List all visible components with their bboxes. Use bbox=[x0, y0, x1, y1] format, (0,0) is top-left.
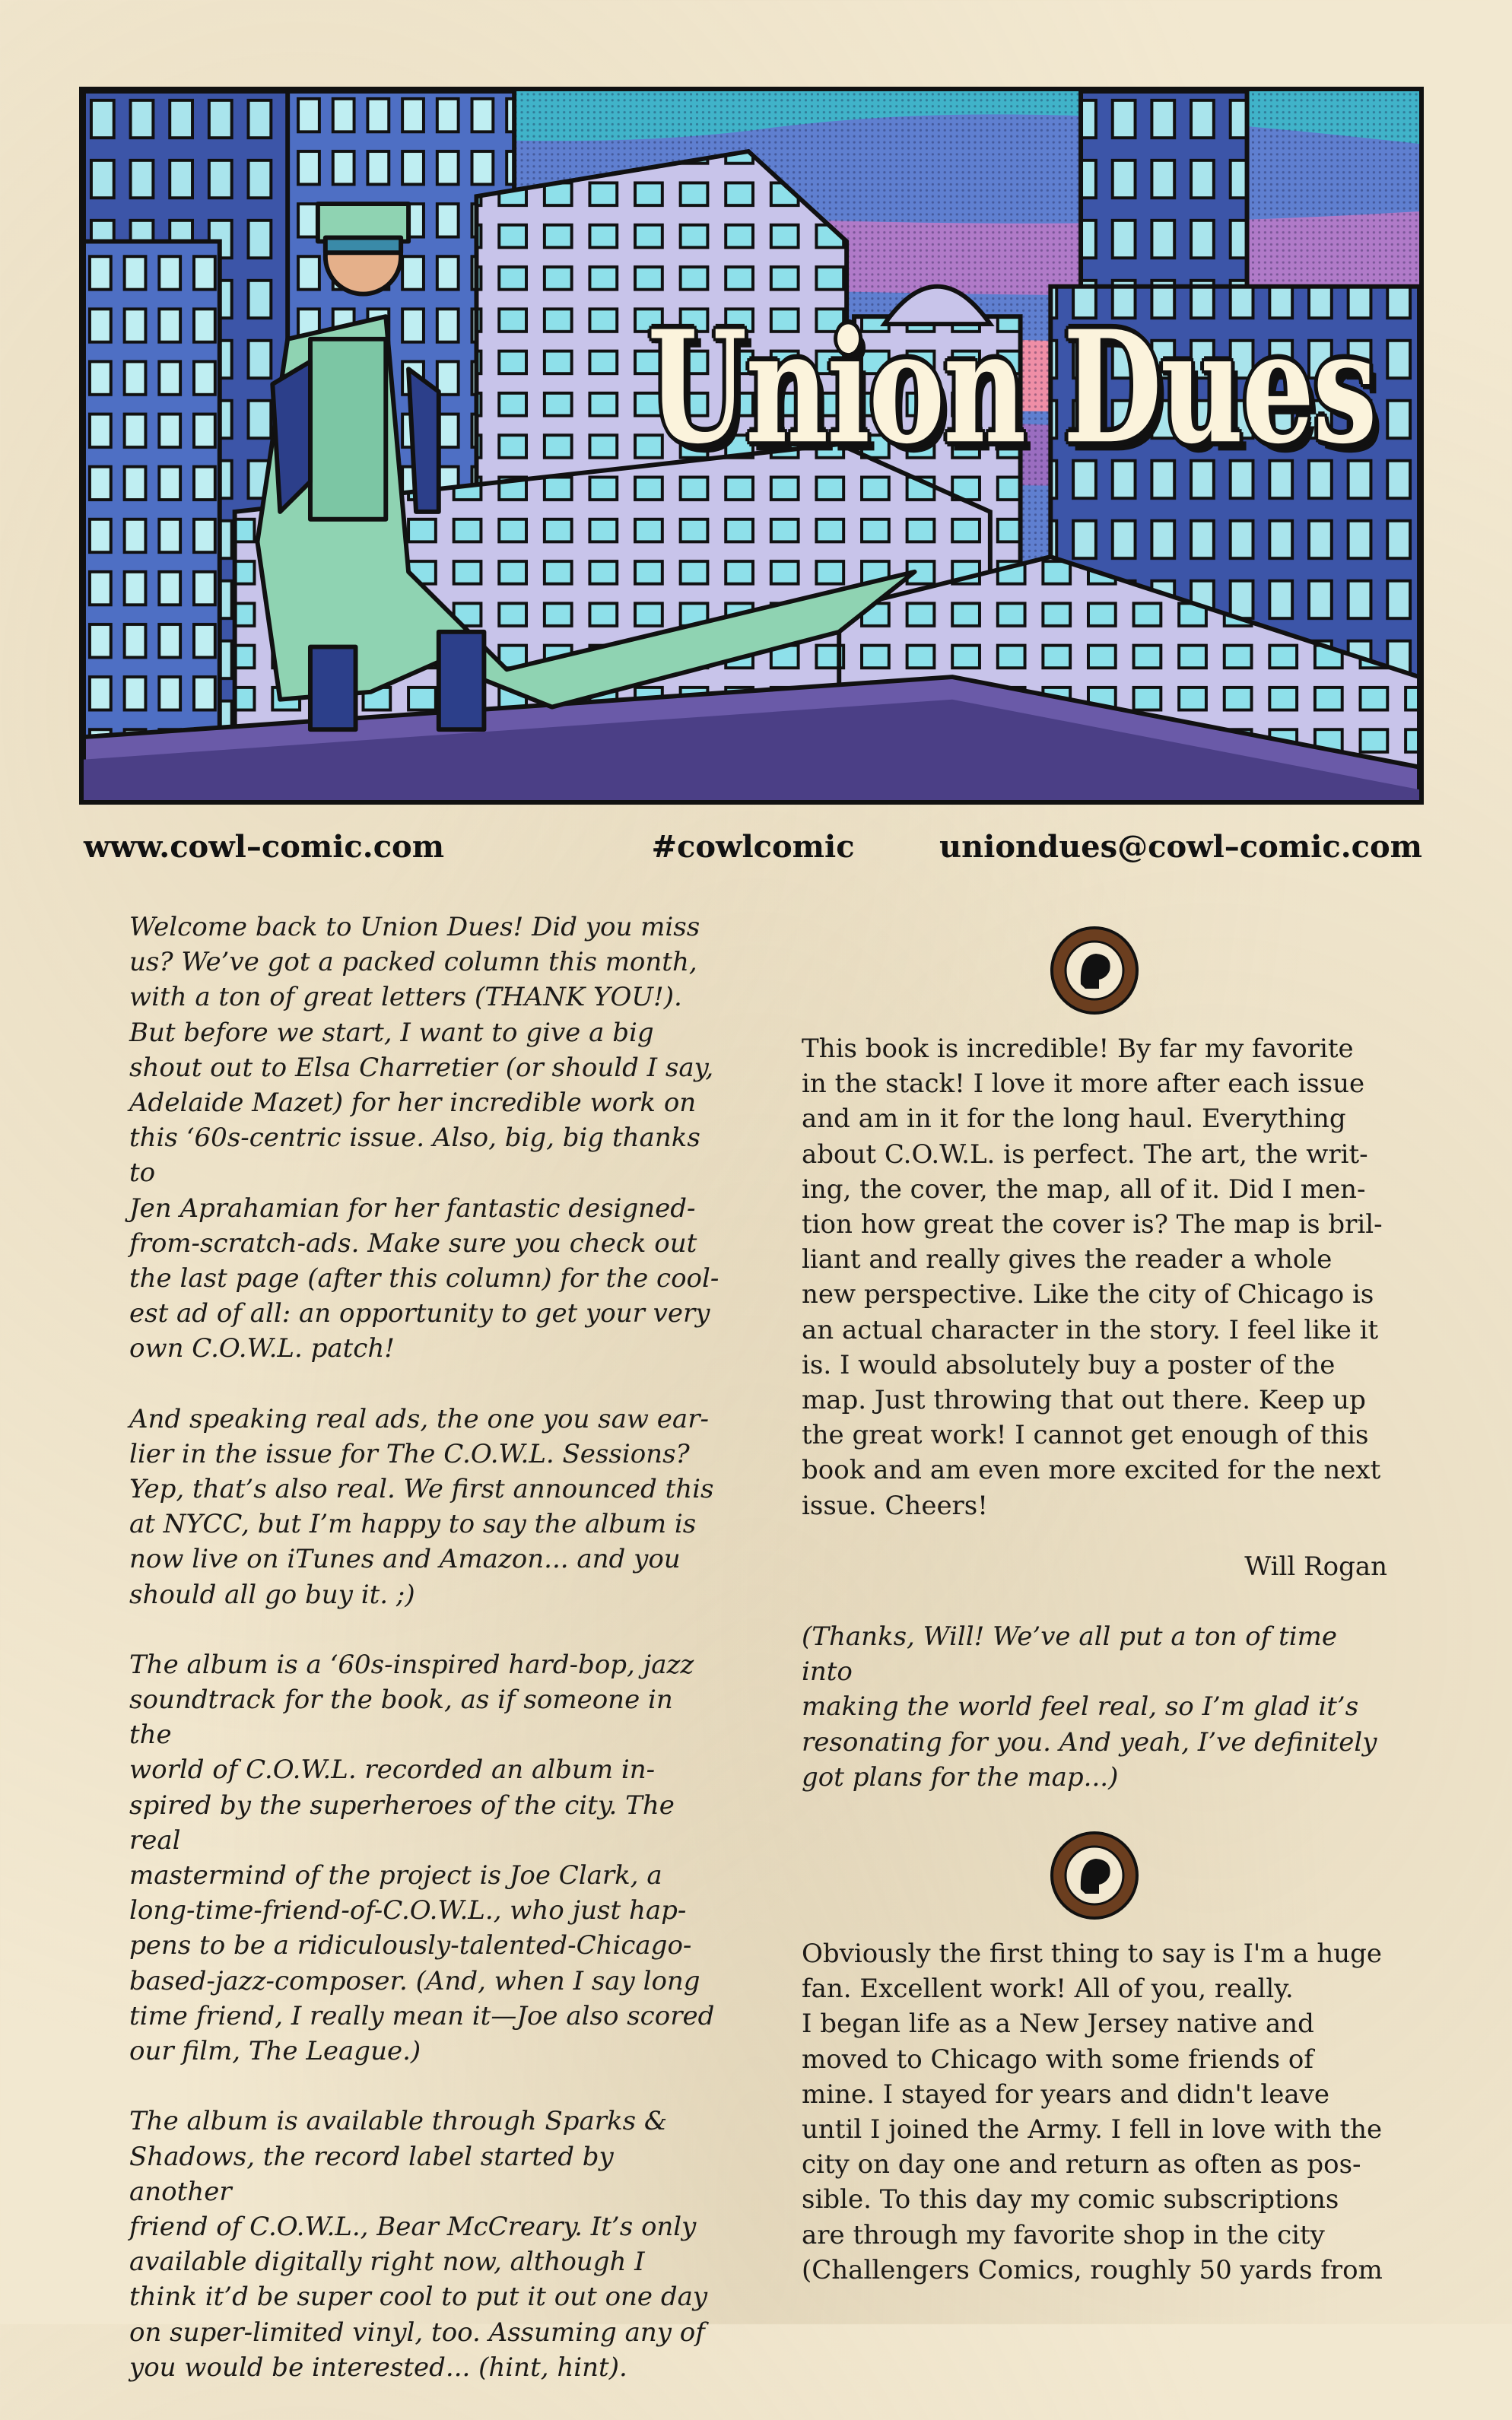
hashtag-label: #cowlcomic bbox=[651, 829, 855, 865]
letter-body: This book is incredible! By far my favorite in the stack! I love it more after each issue and am in it for the long haul. Everything about C.O.W.L. is perfect. The art, the writ- ing, the cover, the map, all of it. Did I men- tion how great the cover is? The map is bril- liant and really gives the reader a whole new perspective. Like the city of Chicago is an actual character in the story. I feel like it is. I would absolutely buy a poster of the map. Just throwing that out there. Keep up the great work! I cannot get enough of this book and am even more excited for the next issue. Cheers! bbox=[802, 1034, 1383, 1521]
editorial-paragraph: The album is available through Sparks & Shadows, the record label started by another friend of C.O.W.L., Bear McCreary. It’s only available digitally right now, although I think it’d be super cool to put it out one day on super-limited vinyl, too. Assuming any of you would be interested... (hint, hint). bbox=[129, 2106, 708, 2383]
editor-reply: (Thanks, Will! We’ve all put a ton of time into making the world feel real, so I’m glad it’s resonating for you. And yeah, I’ve definitely got plans for the map...) bbox=[802, 1621, 1377, 1793]
editorial-paragraph: The album is a ‘60s-inspired hard-bop, jazz soundtrack for the book, as if someone in the world of C.O.W.L. recorded an album in- spired by the superheroes of the city. The real mastermind of the project is Joe Clark, a long-time-friend-of-C.O.W.L., who just hap- pens to be a ridiculously-talented-Chicago- based-jazz-composer. (And, when I say long time friend, I really mean it—Joe also scored our film, The League.) bbox=[129, 1649, 715, 2067]
letter-signature: Will Rogan bbox=[1244, 1551, 1387, 1582]
editorial-column bbox=[129, 910, 723, 2420]
website-link[interactable]: www.cowl–comic.com bbox=[84, 829, 445, 865]
contact-strip bbox=[84, 824, 1422, 870]
cowl-seal-icon bbox=[1049, 1830, 1140, 1921]
header-illustration bbox=[79, 87, 1424, 805]
cowl-seal-icon bbox=[1049, 925, 1140, 1016]
editorial-paragraph: Welcome back to Union Dues! Did you miss us? We’ve got a packed column this month, with a ton of great letters (THANK YOU!). But before we start, I want to give a big shout out to Elsa Charretier (or should I say, Adelaide Mazet) for her incredible work on this ‘60s-centric issue. Also, big, big thanks to Jen Aprahamian for her fantastic designed- from-scratch-ads. Make sure you check out the last page (after this column) for the cool- est ad of all: an opportunity to get your very own C.O.W.L. patch! bbox=[129, 912, 719, 1364]
letter-body: Obviously the first thing to say is I'm a huge fan. Excellent work! All of you, really. I began life as a New Jersey native and moved to Chicago with some friends of mine. I stayed for years and didn't leave until I joined the Army. I fell in love with the city on day one and return as often as pos- sible. To this day my comic subscriptions are through my favorite shop in the city (Challengers Comics, roughly 50 yards from bbox=[802, 1939, 1383, 2285]
letters-column bbox=[802, 925, 1387, 2323]
page-title: Union Dues bbox=[647, 297, 1376, 478]
email-link[interactable]: uniondues@cowl–comic.com bbox=[939, 829, 1422, 865]
editorial-paragraph: And speaking real ads, the one you saw ear- lier in the issue for The C.O.W.L. Sessions? Yep, that’s also real. We first announced this at NYCC, but I’m happy to say the album is now live on iTunes and Amazon... and you should all go buy it. ;) bbox=[129, 1403, 714, 1610]
